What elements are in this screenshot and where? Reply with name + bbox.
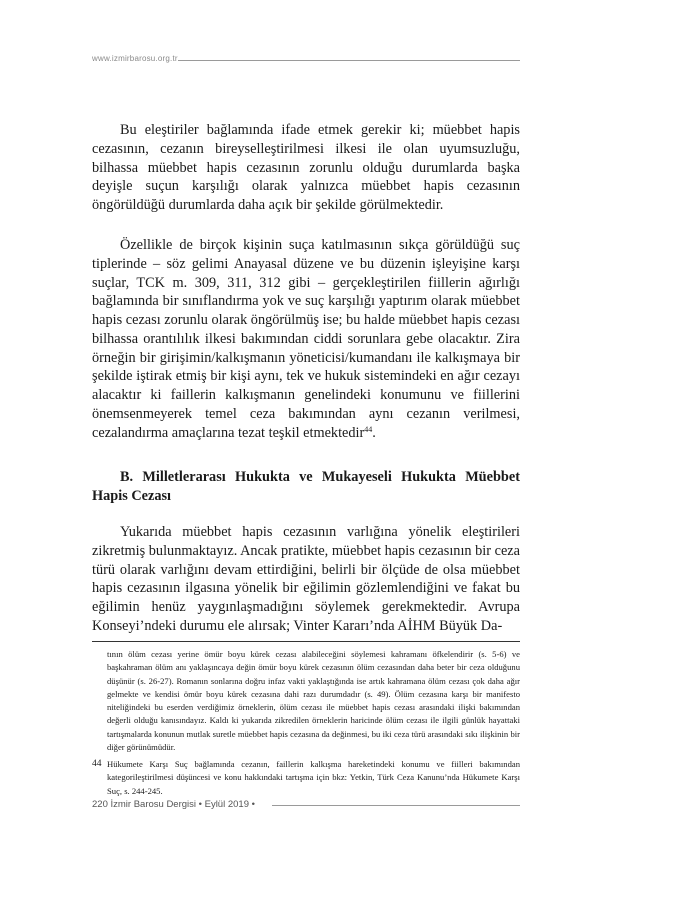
paragraph-2-text: Özellikle de birçok kişinin suça katılmasının sıkça görüldüğü suç tiplerinde – söz gelimi Anayasal düzene ve bu düzenin işleyişine karşı suçlar, TCK m. 309, 311, 312 gibi – gerçekleştirilen fiillerin ağırlığı bağlamında bir sınıflandırma yok ve suç karşılığı yaptırım olarak müebbet hapis cezası zorunlu olarak öngörülmüş ise; bu halde müebbet hapis cezası bilhassa orantılılık ilkesi bakımından ciddi sorunlara gebe olacaktır. Zira örneğin bir girişimin/kalkışmanın yöneticisi/kumandanı ile kalkışmaya bir şekilde iştirak etmiş bir kişi aynı, tek ve hukuk sistemindeki en ağır cezayı alacaktır ki faillerin kalkışmanın genelindeki konumunu ve fiillerini önemsenmeyerek temel ceza bakımından aynı cezanın verilmesi, cezalandırma amaçlarına tezat teşkil etmektedir — [92, 237, 520, 441]
section-heading: B. Milletlerarası Hukukta ve Mukayeseli Hukukta Müebbet Hapis Cezası — [92, 469, 520, 504]
paragraph-1: Bu eleştiriler bağlamında ifade etmek gerekir ki; müebbet hapis cezasının, cezanın bireyselleştirilmesi ilkesi ile olan uyumsuzluğu, bilhassa müebbet hapis cezasının zorunlu olduğu durumlarda başka deyişle suçun karşılığı olarak yalnızca müebbet hapis cezasının öngörüldüğü durumlarda daha açık bir şekilde görülmektedir. — [92, 122, 520, 213]
footnote-ref-44: 44 — [364, 424, 373, 434]
footer-divider — [272, 805, 520, 806]
footnote-continuation: tının ölüm cezası yerine ömür boyu kürek cezası alabileceğini söylemesi kahramanı öfkelendirir (s. 5-6) ve başkahraman ölüm anı yaklaşıncaya değin ömür boyu kürek cezasının ölüm cezasından daha beter bir ceza olduğunu düşünür (s. 26-27). Romanın sonlarına doğru infaz vakti yaklaştığında ise artık kahramana ölüm cezası çok daha ağır gelmekte ve kendisi ömür boyu kürek cezasına dahi razı durumdadır (s. 49). Ölüm cezasına karşı bir manifesto niteliğindeki bu eserden verdiğimiz örneklerin, ölüm cezası ile müebbet hapis cezası arasındaki ilişki bakımından değerli olduğu kanısındayız. Kaldı ki yukarıda zikredilen örneklerin haricinde ölüm cezası ile ilgili günlük hayattaki tartışmalarda konunun mutlak suretle müebbet hapis cezasına da değinmesi, bu iki ceza türü arasındaki sıkı ilişkinin bir diğer görünümüdür. — [107, 649, 520, 752]
paragraph-2 — [92, 236, 520, 442]
header-divider — [178, 60, 520, 61]
paragraph-2-end: . — [372, 424, 376, 441]
footnote-44-text: Hükumete Karşı Suç bağlamında cezanın, faillerin kalkışma hareketindeki konumu ve fiilleri bakımından kategorileştirilmesi düşüncesi ve konu hakkındaki tartışma için bkz: Yetkin, Türk Ceza Kanunu’nda Hükumete Karşı Suç, s. 244-245. — [107, 759, 520, 796]
header-website-url: www.izmirbarosu.org.tr — [92, 54, 178, 63]
paragraph-3: Yukarıda müebbet hapis cezasının varlığına yönelik eleştirileri zikretmiş bulunmaktayız. Ancak pratikte, müebbet hapis cezasının bir ceza türü olarak varlığını devam ettirdiğini, belirli bir ölçüde de olsa müebbet hapis cezasının ilgasına yönelik bir eğilimin gözlemlendiğini ve fakat bu eğilimin henüz yaygınlaşmadığını söylemek gerekmektedir. Avrupa Konseyi’ndeki durumu ele alırsak; Vinter Kararı’nda AİHM Büyük Da- — [92, 524, 520, 634]
footnote-44 — [92, 758, 520, 798]
footer-page-info: 220 İzmir Barosu Dergisi • Eylül 2019 • — [92, 799, 255, 810]
footnote-divider — [92, 641, 520, 642]
footnote-44-number: 44 — [92, 759, 102, 769]
